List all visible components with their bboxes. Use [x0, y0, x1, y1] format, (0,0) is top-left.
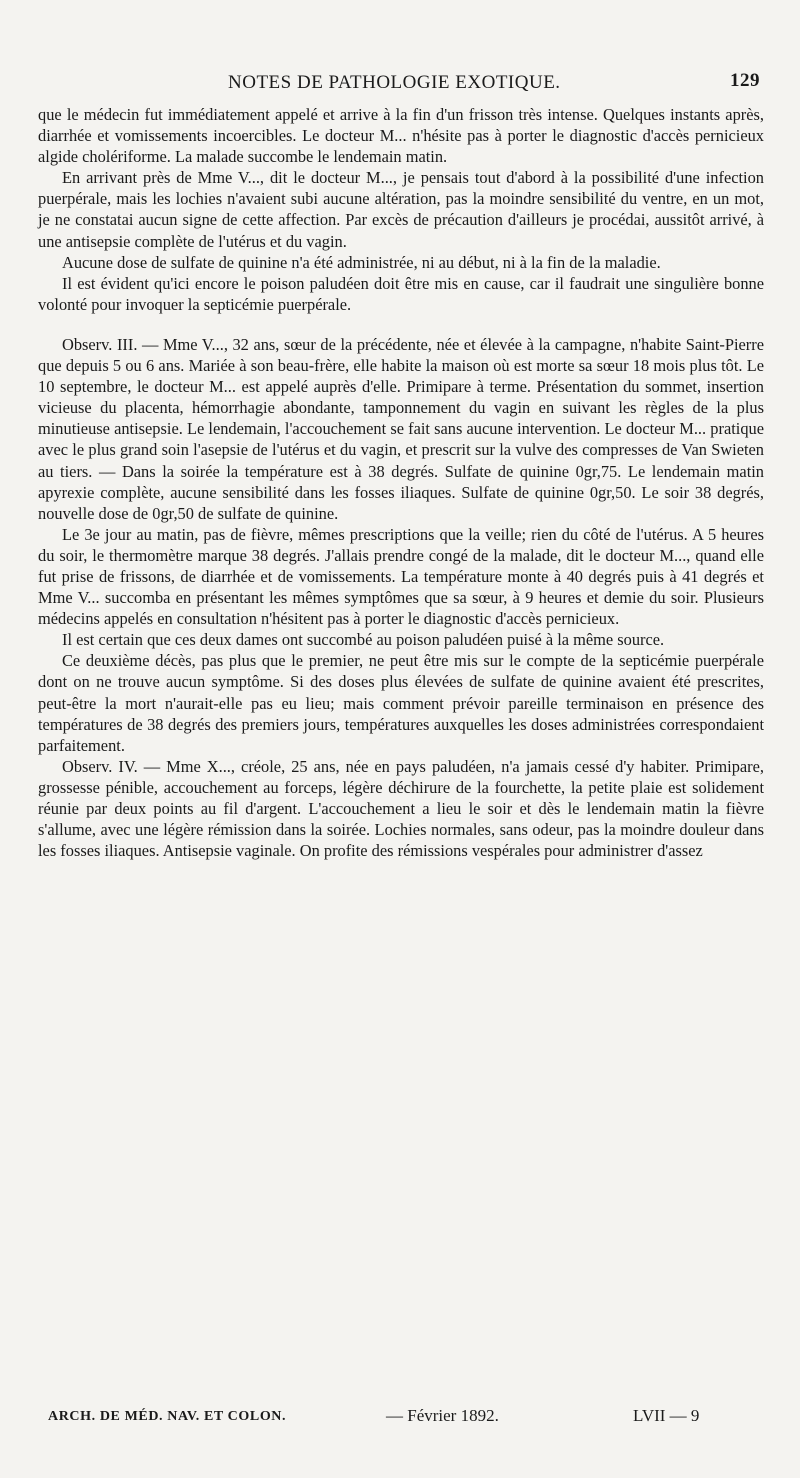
- running-title: NOTES DE PATHOLOGIE EXOTIQUE.: [228, 72, 561, 93]
- paragraph: Il est évident qu'ici encore le poison paludéen doit être mis en cause, car il faudrait une singulière bonne volonté pour invoquer la septicémie puerpérale.: [38, 273, 764, 314]
- body-text: [38, 104, 764, 861]
- page-footer: [48, 1406, 738, 1432]
- observation-paragraph: Observ. IV. — Mme X..., créole, 25 ans, née en pays paludéen, n'a jamais cessé d'y habiter. Primipare, grossesse pénible, accouchement au forceps, légère déchirure de la fourchette, la petite plaie est solidement réunie par deux points au fil d'argent. L'accouchement a lieu le soir et dès le lendemain matin la fièvre s'allume, avec une légère rémission dans la soirée. Lochies normales, sans odeur, pas la moindre douleur dans les fosses iliaques. Antisepsie vaginale. On profite des rémissions vespérales pour administrer d'assez: [38, 756, 764, 861]
- observation-paragraph: Observ. III. — Mme V..., 32 ans, sœur de la précédente, née et élevée à la campagne, n'habite Saint-Pierre que depuis 5 ou 6 ans. Mariée à son beau-frère, elle habite la maison où est morte sa sœur 18 mois plus tôt. Le 10 septembre, le docteur M... est appelé auprès d'elle. Primipare à terme. Présentation du sommet, insertion vicieuse du placenta, hémorrhagie abondante, tamponnement du vagin en suivant les règles de la plus minutieuse antisepsie. Le lendemain, l'accouchement se fait sans aucune intervention. Le docteur M... pratique avec le plus grand soin l'asepsie de l'utérus et du vagin, et prescrit sur la vulve des compresses de Van Swieten au tiers. — Dans la soirée la température est à 38 degrés. Sulfate de quinine 0gr,75. Le lendemain matin apyrexie complète, aucune sensibilité dans les fosses iliaques. Sulfate de quinine 0gr,50. Le soir 38 degrés, nouvelle dose de 0gr,50 de sulfate de quinine.: [38, 334, 764, 523]
- paragraph: Aucune dose de sulfate de quinine n'a été administrée, ni au début, ni à la fin de la maladie.: [62, 252, 661, 272]
- paragraph: que le médecin fut immédiatement appelé et arrive à la fin d'un frisson très intense. Quelques instants après, diarrhée et vomissements incoercibles. Le docteur M... n'hésite pas à porter le diagnostic d'accès pernicieux algide cholériforme. La malade succombe le lendemain matin.: [38, 105, 764, 167]
- page-header: [38, 70, 760, 100]
- journal-name: ARCH. DE MÉD. NAV. ET COLON.: [48, 1409, 287, 1424]
- paragraph: En arrivant près de Mme V..., dit le docteur M..., je pensais tout d'abord à la possibilité d'une infection puerpérale, mais les lochies n'avaient subi aucune altération, pas la moindre sensibilité du ventre, en un mot, je ne constatai aucun signe de cette affection. Par excès de précaution d'ailleurs je procédai, aussitôt arrivé, à une antisepsie complète de l'utérus et du vagin.: [38, 168, 764, 251]
- signature-mark: LVII — 9: [633, 1406, 700, 1425]
- page-number: 129: [730, 70, 760, 91]
- paragraph: Le 3e jour au matin, pas de fièvre, mêmes prescriptions que la veille; rien du côté de l'utérus. A 5 heures du soir, le thermomètre marque 38 degrés. J'allais prendre congé de la malade, dit le docteur M..., quand elle fut prise de frissons, de diarrhée et de vomissements. La température monte à 40 degrés puis à 41 degrés et Mme V... succomba en présentant les mêmes symptômes que sa sœur, à 9 heures et demie du soir. Plusieurs médecins appelés en consultation n'hésitent pas à porter le diagnostic d'accès pernicieux.: [38, 524, 764, 629]
- issue-date: — Février 1892.: [386, 1406, 499, 1425]
- paragraph: Ce deuxième décès, pas plus que le premier, ne peut être mis sur le compte de la septicémie puerpérale dont on ne trouve aucun symptôme. Si des doses plus élevées de sulfate de quinine avaient été prescrites, peut-être la mort n'aurait-elle pas eu lieu; mais comment prévoir pareille terminaison en présence des températures de 38 degrés des premiers jours, températures auxquelles les doses administrées correspondaient parfaitement.: [38, 651, 764, 755]
- paragraph: Il est certain que ces deux dames ont succombé au poison paludéen puisé à la même source.: [62, 630, 665, 650]
